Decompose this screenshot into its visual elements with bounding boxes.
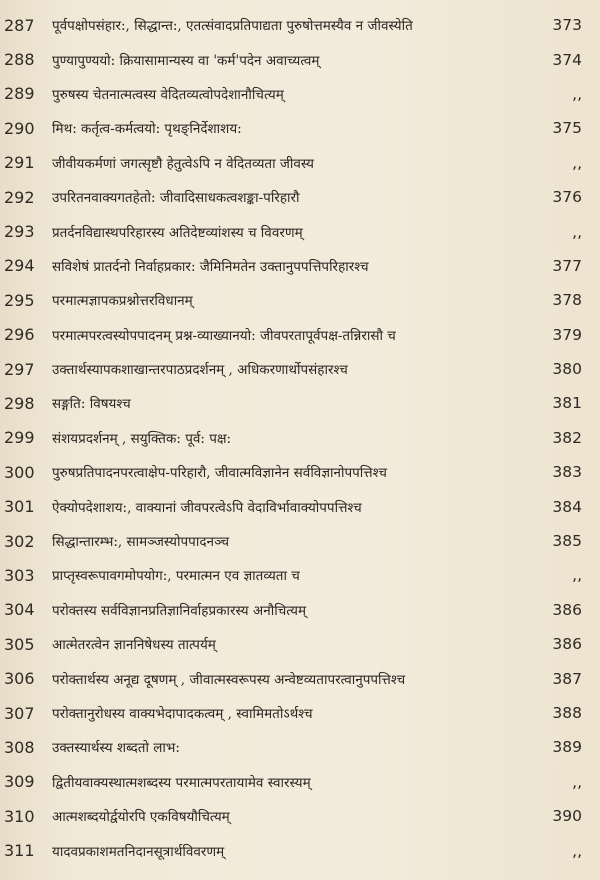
entry-page-number: 377 xyxy=(552,256,582,275)
toc-entry xyxy=(0,111,600,145)
entry-title: सिद्धान्तारम्भ:, सामञ्जस्योपपादनञ्च xyxy=(52,534,230,551)
toc-entry xyxy=(0,8,600,42)
entry-number: 296 xyxy=(4,325,35,345)
entry-page-number: ,, xyxy=(572,222,582,241)
entry-number: 302 xyxy=(4,531,35,551)
entry-page-number: 373 xyxy=(552,16,582,35)
entry-page-number: 376 xyxy=(552,188,582,207)
entry-title: उक्तार्थस्यापकशाखान्तरपाठप्रदर्शनम् , अधिकरणार्थोपसंहारश्च xyxy=(52,362,348,379)
entry-number: 287 xyxy=(4,15,35,35)
entry-page-number: 385 xyxy=(552,532,582,551)
entry-title: सविशेषं प्रातर्दनो निर्वाहप्रकार: जैमिनिमतेन उक्तानुपपत्तिपरिहारश्च xyxy=(52,258,369,275)
entry-number: 298 xyxy=(4,393,35,413)
toc-entry xyxy=(0,421,600,455)
entry-number: 299 xyxy=(4,428,35,448)
entry-page-number: 388 xyxy=(552,704,582,722)
entry-number: 297 xyxy=(4,359,35,379)
entry-page-number: 378 xyxy=(552,291,582,310)
toc-entry xyxy=(0,593,600,627)
toc-entry xyxy=(0,627,600,661)
entry-number: 304 xyxy=(4,600,35,620)
entry-title: मिथ: कर्तृत्व-कर्मत्वयो: पृथङ्निर्देशाशय: xyxy=(52,121,242,138)
entry-number: 292 xyxy=(4,187,35,207)
toc-entry xyxy=(0,77,600,111)
entry-number: 311 xyxy=(4,841,35,861)
entry-title: पूर्वपक्षोपसंहार:, सिद्धान्त:, एतत्संवादप्रतिपाद्यता पुरुषोत्तमस्यैव न जीवस्येति xyxy=(52,18,413,35)
entry-title: प्राप्तृस्वरूपावगमोपयोग:, परमात्मन एव ज्ञातव्यता च xyxy=(52,568,300,585)
entry-page-number: ,, xyxy=(572,153,582,172)
entry-page-number: 386 xyxy=(552,635,582,654)
entry-number: 303 xyxy=(4,565,35,585)
toc-entry xyxy=(0,352,600,386)
entry-title: परोक्तस्य सर्वविज्ञानप्रतिज्ञानिर्वाहप्रकारस्य अनौचित्यम् xyxy=(52,602,307,619)
entry-title: उपरितनवाक्यगतहेतो: जीवादिसाधकत्वशङ्का-परिहारौ xyxy=(52,190,300,207)
entry-page-number: 383 xyxy=(552,463,582,482)
entry-title: जीवीयकर्मणां जगत्सृष्टौ हेतुत्वेऽपि न वेदितव्यता जीवस्य xyxy=(52,155,314,172)
entry-number: 293 xyxy=(4,222,35,242)
toc-entry xyxy=(0,249,600,283)
entry-page-number: ,, xyxy=(572,841,582,860)
toc-entry xyxy=(0,730,600,764)
entry-number: 300 xyxy=(4,462,35,482)
entry-title: पुण्यापुण्ययो: क्रियासामान्यस्य वा 'कर्म'पदेन अवाच्यत्वम् xyxy=(52,52,320,69)
toc-entry xyxy=(0,696,600,730)
entry-page-number: ,, xyxy=(572,566,582,585)
entry-number: 307 xyxy=(4,703,35,723)
entry-number: 308 xyxy=(4,737,35,757)
entry-number: 294 xyxy=(4,256,35,276)
entry-title: संशयप्रदर्शनम् , सयुक्तिक: पूर्व: पक्ष: xyxy=(52,430,232,447)
toc-entry xyxy=(0,318,600,352)
entry-page-number: 374 xyxy=(552,50,582,69)
entry-page-number: 379 xyxy=(552,325,582,344)
toc-entry xyxy=(0,386,600,420)
entry-number: 290 xyxy=(4,118,35,138)
entry-title: पुरुषस्य चेतनात्मत्वस्य वेदितव्यत्वोपदेशानौचित्यम् xyxy=(52,86,284,103)
toc-entry xyxy=(0,489,600,523)
toc-entry xyxy=(0,283,600,317)
entry-title: द्वितीयवाक्यस्थात्मशब्दस्य परमात्मपरतायामेव स्वारस्यम् xyxy=(52,774,311,791)
toc-entry xyxy=(0,180,600,214)
toc-entry xyxy=(0,833,600,867)
entry-page-number: 387 xyxy=(552,669,582,688)
entry-number: 310 xyxy=(4,806,35,826)
entry-page-number: 382 xyxy=(552,428,582,447)
entry-number: 291 xyxy=(4,153,35,173)
entry-title: यादवप्रकाशमतनिदानसूत्रार्थविवरणम् xyxy=(52,843,225,860)
toc-entry xyxy=(0,214,600,248)
entry-number: 295 xyxy=(4,290,35,310)
entry-page-number: 381 xyxy=(552,394,582,413)
entry-title: आत्मशब्दयोर्द्वयोरपि एकविषयौचित्यम् xyxy=(52,809,230,826)
entry-page-number: 386 xyxy=(552,600,582,619)
entry-page-number: 380 xyxy=(552,360,582,379)
toc-entry xyxy=(0,558,600,592)
entry-title: सङ्गति: विषयश्च xyxy=(52,396,131,413)
table-of-contents xyxy=(0,8,600,868)
toc-entry xyxy=(0,455,600,489)
entry-title: परोक्तानुरोधस्य वाक्यभेदापादकत्वम् , स्वामिमतोऽर्थश्च xyxy=(52,706,313,722)
entry-title: उक्तस्यार्थस्य शब्दतो लाभ: xyxy=(52,740,180,757)
entry-title: परमात्मज्ञापकप्रश्नोत्तरविधानम् xyxy=(52,293,193,310)
toc-entry xyxy=(0,42,600,76)
entry-title: ऐक्योपदेशाशय:, वाक्यानां जीवपरत्वेऽपि वेदाविर्भावाक्योपपत्तिश्च xyxy=(52,499,362,516)
toc-entry xyxy=(0,661,600,695)
entry-page-number: 390 xyxy=(552,807,582,826)
toc-entry xyxy=(0,765,600,799)
entry-title: प्रतर्दनविद्यास्थपरिहारस्य अतिदेष्टव्यांशस्य च विवरणम् xyxy=(52,224,303,241)
entry-number: 289 xyxy=(4,84,35,104)
entry-page-number: 384 xyxy=(552,497,582,516)
entry-title: परमात्मपरत्वस्योपपादनम् प्रश्न-व्याख्यानयो: जीवपरतापूर्वपक्ष-तन्निरासौ च xyxy=(52,327,396,344)
entry-title: पुरुषप्रतिपादनपरत्वाक्षेप-परिहारौ, जीवात्मविज्ञानेन सर्वविज्ञानोपपत्तिश्च xyxy=(52,465,387,482)
entry-number: 301 xyxy=(4,497,35,517)
entry-title: आत्मेतरत्वेन ज्ञाननिषेधस्य तात्पर्यम् xyxy=(52,637,216,654)
toc-entry xyxy=(0,799,600,833)
entry-number: 305 xyxy=(4,634,35,654)
entry-page-number: 375 xyxy=(552,119,582,138)
entry-number: 288 xyxy=(4,50,35,70)
entry-number: 306 xyxy=(4,669,35,689)
entry-page-number: ,, xyxy=(572,772,582,791)
toc-entry xyxy=(0,524,600,558)
toc-entry xyxy=(0,146,600,180)
entry-number: 309 xyxy=(4,772,35,792)
entry-page-number: ,, xyxy=(572,84,582,103)
entry-page-number: 389 xyxy=(552,738,582,757)
entry-title: परोक्तार्थस्य अनूद्य दूषणम् , जीवात्मस्वरूपस्य अन्वेष्टव्यतापरत्वानुपपत्तिश्च xyxy=(52,671,406,688)
